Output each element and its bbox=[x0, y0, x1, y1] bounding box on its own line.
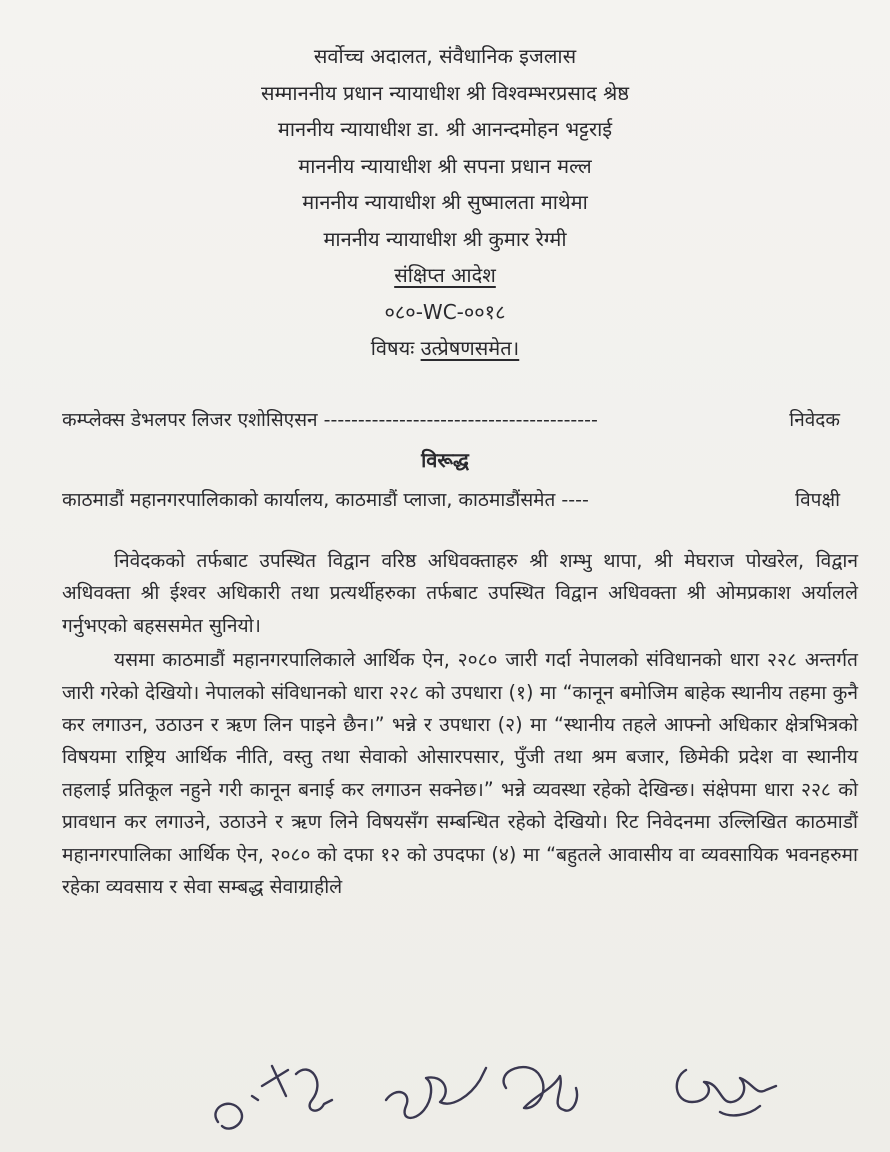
order-header bbox=[0, 38, 890, 366]
signature-1 bbox=[215, 1066, 332, 1129]
petitioner-line bbox=[62, 402, 840, 438]
subject-value: उत्प्रेषणसमेत। bbox=[420, 335, 520, 360]
signature-3 bbox=[504, 1067, 577, 1111]
judges-signatures bbox=[200, 1030, 800, 1140]
respondent-role: विपक्षी bbox=[795, 489, 840, 511]
bench-judge-4: माननीय न्यायाधीश श्री सुष्मालता माथेमा bbox=[302, 190, 588, 214]
body-paragraph-1: निवेदकको तर्फबाट उपस्थित विद्वान वरिष्ठ अधिवक्ताहरु श्री शम्भु थापा, श्री मेघराज पोखरेल, विद्वान अधिवक्ता श्री ईश्वर अधिकारी तथा प्रत्यर्थीहरुका तर्फबाट उपस्थित विद्वान अधिवक्ता श्री ओमप्रकाश अर्यालले गर्नुभएको बहससमेत सुनियो। bbox=[62, 549, 858, 637]
versus-label: विरूद्ध bbox=[421, 448, 469, 472]
order-body bbox=[62, 545, 858, 903]
bench-judge-3: माननीय न्यायाधीश श्री सपना प्रधान मल्ल bbox=[298, 153, 592, 178]
order-title: संक्षिप्त आदेश bbox=[394, 263, 496, 287]
respondent-line bbox=[62, 482, 840, 518]
bench-judge-2: माननीय न्यायाधीश डा. श्री आनन्दमोहन भट्टराई bbox=[277, 117, 613, 141]
body-paragraph-2: यसमा काठमाडौं महानगरपालिकाले आर्थिक ऐन, २०८० जारी गर्दा नेपालको संविधानको धारा २२८ अन्तर्गत जारी गरेको देखियो। नेपालको संविधानको धारा २२८ को उपधारा (१) मा “कानून बमोजिम बाहेक स्थानीय तहमा कुनै कर लगाउन, उठाउन र ऋण लिन पाइने छैन।” भन्ने र उपधारा (२) मा “स्थानीय तहले आफ्नो अधिकार क्षेत्रभित्रको विषयमा राष्ट्रिय आर्थिक नीति, वस्तु तथा सेवाको ओसारपसार, पुँजी तथा श्रम बजार, छिमेकी प्रदेश वा स्थानीय तहलाई प्रतिकूल नहुने गरी कानून बनाई कर लगाउन सक्नेछ।” भन्ने व्यवस्था रहेको देखिन्छ। संक्षेपमा धारा २२८ को प्रावधान कर लगाउने, उठाउने र ऋण लिने विषयसँग सम्बन्धित रहेको देखियो। रिट निवेदनमा उल्लिखित काठमाडौं महानगरपालिका आर्थिक ऐन, २०८० को दफा १२ को उपदफा (४) मा “बहुतले आवासीय वा व्यवसायिक भवनहरुमा रहेका व्यवसाय र सेवा सम्बद्ध सेवाग्राहीले bbox=[62, 648, 858, 899]
subject-line bbox=[0, 330, 890, 366]
petitioner-role: निवेदक bbox=[789, 409, 840, 431]
bench-judge-1: सम्माननीय प्रधान न्यायाधीश श्री विश्वम्भरप्रसाद श्रेष्ठ bbox=[260, 80, 630, 105]
case-number: ०८०-WC-००१८ bbox=[384, 299, 506, 324]
signature-2 bbox=[386, 1068, 486, 1118]
signature-4 bbox=[677, 1070, 776, 1115]
bench-judge-5: माननीय न्यायाधीश श्री कुमार रेग्मी bbox=[323, 226, 567, 251]
signature-strokes bbox=[200, 1030, 800, 1140]
respondent-name: काठमाडौं महानगरपालिकाको कार्यालय, काठमाडौं प्लाजा, काठमाडौंसमेत ---- bbox=[62, 489, 589, 511]
subject-label: विषयः bbox=[370, 335, 415, 360]
court-name: सर्वोच्च अदालत, संवैधानिक इजलास bbox=[313, 44, 577, 68]
petitioner-name: कम्प्लेक्स डेभलपर लिजर एशोसिएसन ---------------------------------------- bbox=[62, 409, 598, 431]
